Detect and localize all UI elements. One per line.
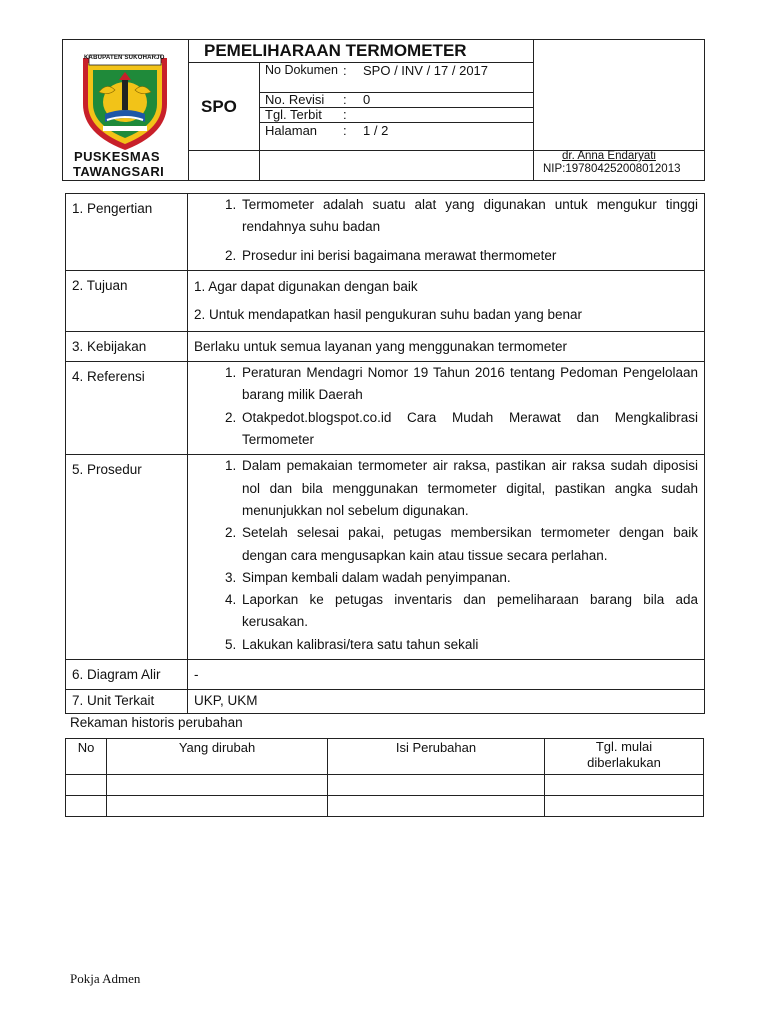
history-col-yang-dirubah: Yang dirubah: [107, 739, 328, 775]
document-header: [62, 39, 705, 181]
list-item: 3. Simpan kembali dalam wadah penyimpanan.: [240, 567, 698, 589]
history-title: Rekaman historis perubahan: [70, 715, 243, 730]
meta-value-dokumen: SPO / INV / 17 / 2017: [363, 63, 489, 78]
kabupaten-logo-icon: [79, 52, 171, 152]
content-referensi: [188, 362, 705, 455]
history-col-no: No: [66, 739, 107, 775]
row-kebijakan: [66, 331, 705, 361]
logo-text: KABUPATEN SUKOHARJO: [84, 55, 165, 61]
list-item: 1. Dalam pemakaian termometer air raksa, pastikan air raksa sudah diposisi nol dan bila menggunakan termometer digital, pastikan angka sudah menunjukkan nol sebelum digunakan.: [240, 455, 698, 522]
list-item: 2. Otakpedot.blogspot.co.id Cara Mudah Merawat dan Mengkalibrasi Termometer: [240, 407, 698, 452]
content-prosedur: [188, 455, 705, 660]
content-diagram-alir: -: [188, 660, 705, 690]
list-item: 1. Termometer adalah suatu alat yang digunakan untuk mengukur tinggi rendahnya suhu badan: [240, 194, 698, 239]
row-tujuan: [66, 270, 705, 331]
history-col-isi-perubahan: Isi Perubahan: [328, 739, 545, 775]
table-row: [66, 775, 704, 796]
procedure-table: [65, 193, 705, 714]
row-prosedur: [66, 455, 705, 660]
tujuan-line: 2. Untuk mendapatkan hasil pengukuran suhu badan yang benar: [194, 306, 583, 322]
table-cell: [328, 796, 545, 817]
bottom-cell-2: [259, 150, 534, 181]
list-item: 4. Laporkan ke petugas inventaris dan pemeliharaan barang bila ada kerusakan.: [240, 589, 698, 634]
pengertian-list: [194, 194, 698, 267]
table-row: [66, 796, 704, 817]
tujuan-line: 1. Agar dapat digunakan dengan baik: [194, 278, 418, 294]
meta-sep-revisi: :: [343, 92, 347, 107]
label-diagram-alir: 6. Diagram Alir: [66, 660, 188, 690]
right-top-cell: [533, 39, 705, 151]
label-kebijakan: 3. Kebijakan: [66, 331, 188, 361]
content-unit-terkait: UKP, UKM: [188, 690, 705, 713]
list-item: 2. Setelah selesai pakai, petugas membersikan termometer dengan baik dengan cara mengusapkan kain atau tissue secara perlahan.: [240, 522, 698, 567]
history-col-tgl: Tgl. mulai diberlakukan: [545, 739, 704, 775]
content-kebijakan: Berlaku untuk semua layanan yang menggunakan termometer: [188, 331, 705, 361]
content-tujuan: [188, 270, 705, 331]
content-pengertian: [188, 194, 705, 271]
label-prosedur: 5. Prosedur: [66, 455, 188, 660]
meta-sep-halaman: :: [343, 123, 347, 138]
meta-sep-dokumen: :: [343, 63, 347, 78]
table-cell: [328, 775, 545, 796]
meta-value-halaman: 1 / 2: [363, 123, 389, 138]
table-cell: [107, 796, 328, 817]
meta-label-revisi: No. Revisi: [265, 92, 325, 107]
meta-label-halaman: Halaman: [265, 123, 318, 138]
table-cell: [545, 796, 704, 817]
table-cell: [107, 775, 328, 796]
history-header-row: [66, 739, 704, 775]
label-pengertian: 1. Pengertian: [66, 194, 188, 271]
row-referensi: [66, 362, 705, 455]
label-referensi: 4. Referensi: [66, 362, 188, 455]
list-item: 5. Lakukan kalibrasi/tera satu tahun sekali: [240, 634, 698, 656]
footer-text: Pokja Admen: [70, 971, 141, 986]
signer-name: dr. Anna Endaryati: [562, 150, 656, 162]
bottom-cell-1: [188, 150, 260, 181]
meta-sep-terbit: :: [343, 107, 347, 122]
referensi-list: [194, 362, 698, 451]
org-name-line1: PUSKESMAS: [74, 149, 160, 164]
meta-label-terbit: Tgl. Terbit: [265, 107, 322, 122]
history-table: [65, 738, 704, 817]
label-tujuan: 2. Tujuan: [66, 270, 188, 331]
table-cell: [545, 775, 704, 796]
row-unit-terkait: [66, 690, 705, 713]
signer-nip: NIP:197804252008012013: [543, 163, 681, 175]
label-unit-terkait: 7. Unit Terkait: [66, 690, 188, 713]
row-pengertian: [66, 194, 705, 271]
table-cell: [66, 775, 107, 796]
prosedur-list: [194, 455, 698, 656]
list-item: 2. Prosedur ini berisi bagaimana merawat thermometer: [240, 245, 698, 267]
doc-title: PEMELIHARAAN TERMOMETER: [204, 41, 467, 60]
meta-value-revisi: 0: [363, 92, 371, 107]
list-item: 1. Peraturan Mendagri Nomor 19 Tahun 2016 tentang Pedoman Pengelolaan barang milik Daerah: [240, 362, 698, 407]
meta-label-dokumen: No Dokumen: [265, 63, 338, 77]
table-cell: [66, 796, 107, 817]
org-name-line2: TAWANGSARI: [73, 164, 165, 179]
doc-type: SPO: [201, 97, 237, 116]
row-diagram-alir: [66, 660, 705, 690]
